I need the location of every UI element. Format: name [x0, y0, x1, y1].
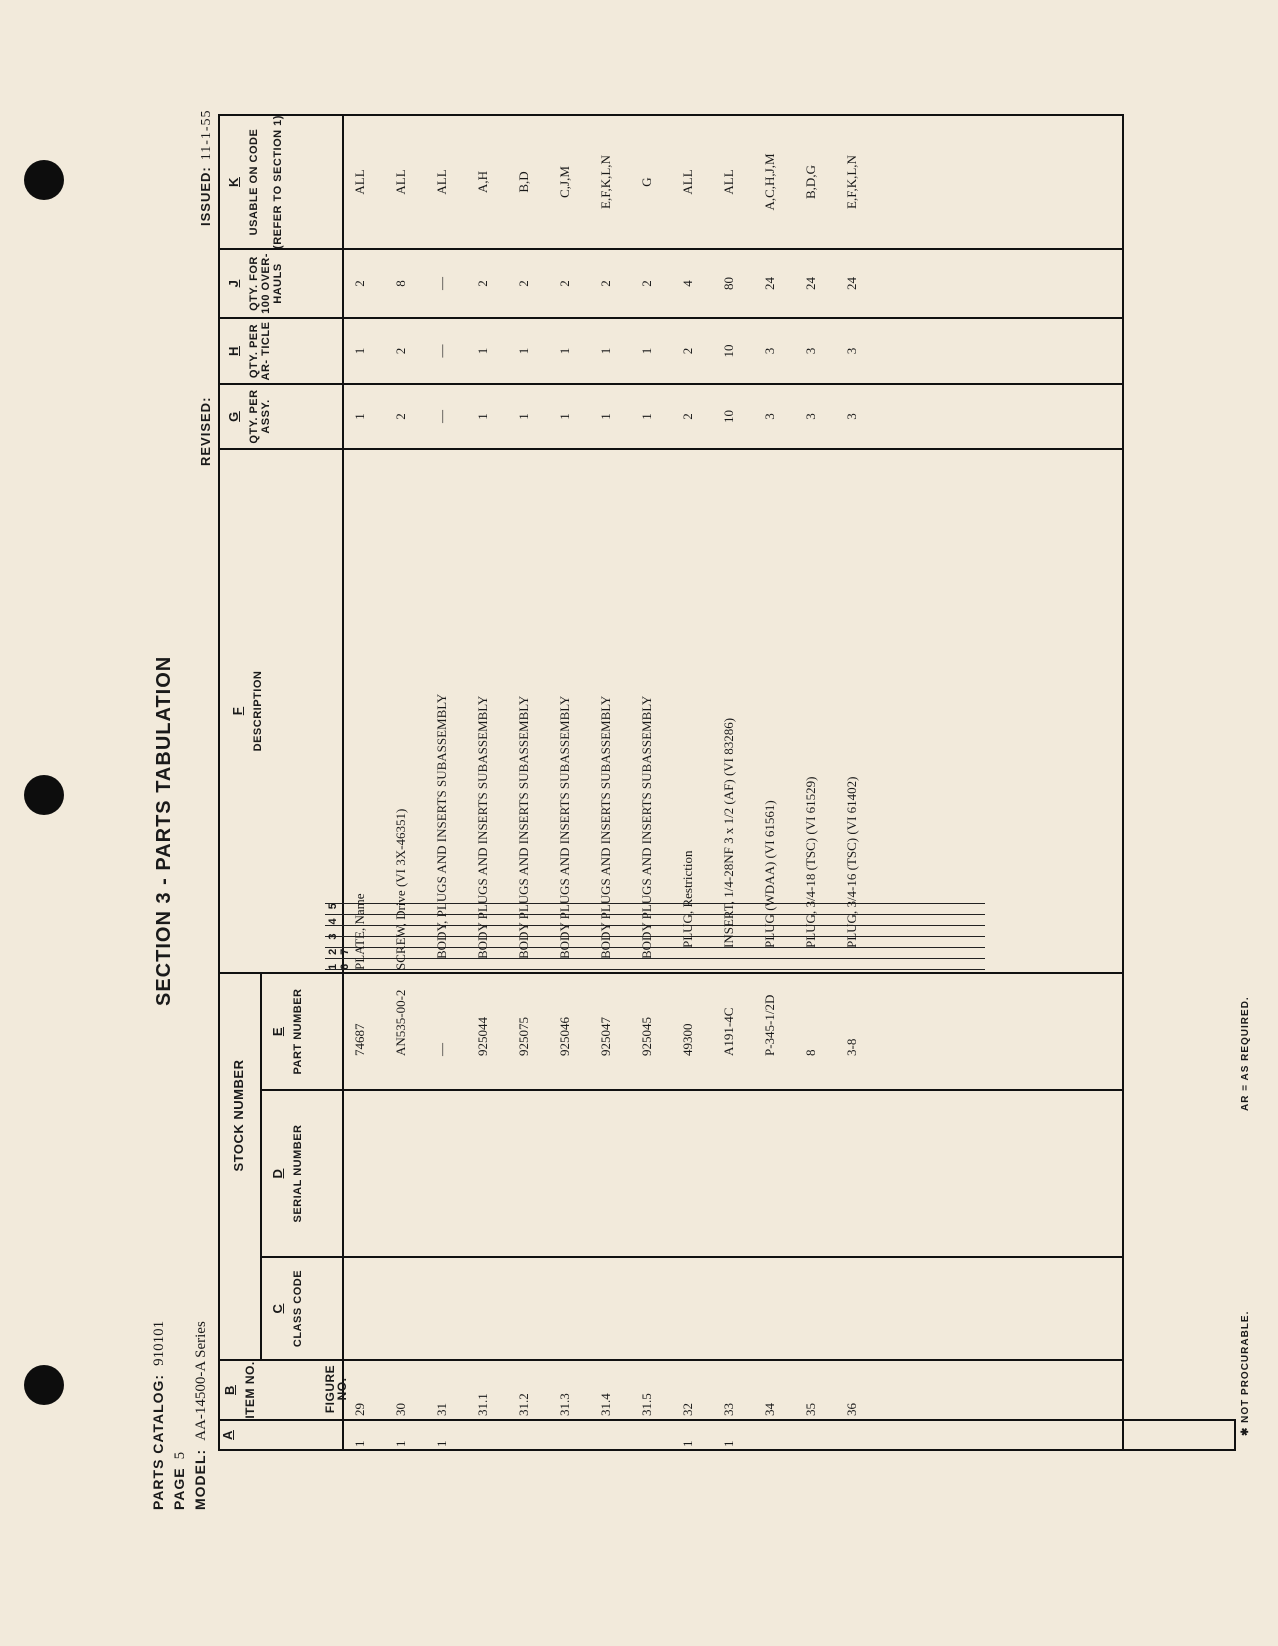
figure-no-cell: 1 [721, 1440, 736, 1447]
col-a-label: FIGURE NO. [323, 1364, 349, 1414]
part-number-cell: 925046 [557, 1017, 572, 1056]
description-cell: PLUG (WDAA) (VI 61561) [762, 800, 777, 948]
qty-per-assy-cell: 3 [762, 413, 777, 420]
header-bottom-border [342, 114, 344, 1451]
indent-rule [325, 903, 985, 904]
item-no-cell: 36 [844, 1403, 859, 1416]
col-divider-d [260, 1089, 1124, 1091]
indent-rule [325, 958, 985, 959]
page-label: PAGE [171, 1467, 187, 1510]
indent-numbers: 1 2 3 4 5 6 7 [327, 900, 351, 970]
col-g-header: G QTY. PER ASSY. [226, 389, 272, 444]
col-divider-b [218, 1359, 1124, 1361]
qty-per-article-cell: 1 [516, 347, 531, 355]
qty-100-overhauls-cell: 24 [803, 277, 818, 290]
col-e-header: E PART NUMBER [270, 988, 304, 1075]
qty-per-article-cell: 1 [598, 347, 613, 355]
qty-100-overhauls-cell: 4 [680, 280, 695, 287]
indent-rule [325, 914, 985, 915]
description-cell: INSERT, 1/4-28NF 3 x 1/2 (AF) (VI 83286) [721, 717, 736, 948]
revised-field [198, 391, 215, 466]
qty-per-assy-cell: 1 [598, 413, 613, 420]
indent-rule [325, 947, 985, 948]
item-no-cell: 35 [803, 1403, 818, 1416]
catalog-label: PARTS CATALOG: [150, 1373, 166, 1510]
item-no-cell: 32 [680, 1403, 695, 1416]
description-cell: PLUG, Restriction [680, 850, 695, 948]
part-number-cell: 49300 [680, 1023, 695, 1056]
usable-on-code-cell: G [639, 177, 654, 187]
qty-100-overhauls-cell: 2 [557, 280, 572, 287]
qty-per-article-cell: — [434, 344, 449, 358]
item-no-cell: 34 [762, 1403, 777, 1416]
qty-100-overhauls-cell: 24 [844, 277, 859, 290]
description-cell: BODY PLUGS AND INSERTS SUBASSEMBLY [639, 695, 654, 959]
col-c-header: C CLASS CODE [270, 1269, 304, 1348]
usable-on-code-cell: ALL [352, 169, 367, 195]
page-value: 5 [172, 1451, 188, 1460]
item-no-cell: 31.3 [557, 1393, 572, 1416]
figure-no-cell: 1 [680, 1440, 695, 1447]
qty-100-overhauls-cell: 2 [598, 280, 613, 287]
item-no-cell: 31 [434, 1403, 449, 1416]
revised-label: REVISED: [198, 396, 213, 466]
as-required-note: AR = AS REQUIRED. [1240, 996, 1251, 1111]
item-no-cell: 31.5 [639, 1393, 654, 1416]
qty-per-article-cell: 3 [803, 347, 818, 355]
description-cell: BODY PLUGS AND INSERTS SUBASSEMBLY [475, 695, 490, 959]
col-h-header: H QTY. PER AR- TICLE [226, 321, 272, 381]
usable-on-code-cell: B,D,G [803, 165, 818, 199]
indent-rule [325, 936, 985, 937]
table-left-border [218, 1449, 1236, 1451]
col-divider-c [260, 1256, 1124, 1258]
issued-label: ISSUED: [198, 166, 213, 226]
usable-on-code-cell: A,C,H,J,M [762, 153, 777, 211]
item-no-cell: 31.1 [475, 1393, 490, 1416]
description-cell: BODY PLUGS AND INSERTS SUBASSEMBLY [598, 695, 613, 959]
model-line [192, 1321, 210, 1510]
qty-per-article-cell: 1 [557, 347, 572, 355]
description-cell: SCREW, Drive (VI 3X-46351) [393, 808, 408, 970]
figure-no-cell: 1 [352, 1440, 367, 1447]
qty-100-overhauls-cell: 24 [762, 277, 777, 290]
qty-100-overhauls-cell: 2 [516, 280, 531, 287]
table-bottom-border [1122, 114, 1124, 1451]
table-top-border [218, 114, 220, 1451]
part-number-cell: 925044 [475, 1017, 490, 1056]
col-f-header: F DESCRIPTION [230, 670, 264, 752]
col-a-letter: A [220, 1430, 235, 1440]
usable-on-code-cell: B,D [516, 171, 531, 193]
issued-value: 11-1-55 [199, 109, 214, 161]
description-cell: PLATE, Name [352, 893, 367, 970]
qty-per-assy-cell: 10 [721, 410, 736, 423]
qty-per-article-cell: 3 [844, 347, 859, 355]
col-divider-a [218, 1419, 1236, 1421]
qty-100-overhauls-cell: 80 [721, 277, 736, 290]
col-k-header: K USABLE ON CODE (REFER TO SECTION 1) [226, 115, 284, 249]
part-number-cell: 925047 [598, 1017, 613, 1056]
item-no-cell: 29 [352, 1403, 367, 1416]
model-label: MODEL: [192, 1448, 208, 1510]
qty-per-article-cell: 1 [475, 347, 490, 355]
figure-no-cell: 1 [434, 1440, 449, 1447]
stock-number-header: STOCK NUMBER [231, 1059, 246, 1172]
qty-per-assy-cell: 3 [803, 413, 818, 420]
part-number-cell: — [434, 1043, 449, 1056]
usable-on-code-cell: E,F,K,L,N [844, 155, 859, 209]
qty-100-overhauls-cell: 2 [639, 280, 654, 287]
part-number-cell: P-345-1/2D [762, 994, 777, 1056]
qty-per-assy-cell: 2 [393, 413, 408, 420]
qty-per-article-cell: 2 [680, 347, 695, 355]
catalog-line [150, 1321, 168, 1510]
qty-per-assy-cell: 3 [844, 413, 859, 420]
model-value: AA-14500-A Series [193, 1321, 209, 1441]
item-no-cell: 30 [393, 1403, 408, 1416]
usable-on-code-cell: ALL [393, 169, 408, 195]
part-number-cell: 3-8 [844, 1038, 859, 1056]
qty-per-assy-cell: — [434, 410, 449, 423]
catalog-value: 910101 [151, 1320, 167, 1366]
issued-field [198, 109, 215, 226]
item-no-cell: 31.2 [516, 1393, 531, 1416]
qty-100-overhauls-cell: — [434, 277, 449, 290]
description-cell: PLUG, 3/4-16 (TSC) (VI 61402) [844, 776, 859, 948]
col-d-header: D SERIAL NUMBER [270, 1124, 304, 1223]
qty-per-article-cell: 1 [639, 347, 654, 355]
qty-per-assy-cell: 1 [352, 413, 367, 420]
usable-on-code-cell: C,J,M [557, 166, 572, 198]
qty-per-article-cell: 10 [721, 344, 736, 358]
qty-per-article-cell: 1 [352, 347, 367, 355]
part-number-cell: 74687 [352, 1023, 367, 1056]
qty-per-assy-cell: 1 [557, 413, 572, 420]
usable-on-code-cell: E,F,K,L,N [598, 155, 613, 209]
item-no-cell: 31.4 [598, 1393, 613, 1416]
part-number-cell: AN535-00-2 [393, 989, 408, 1056]
part-number-cell: 8 [803, 1049, 818, 1056]
indent-rule [325, 925, 985, 926]
qty-per-article-cell: 2 [393, 347, 408, 355]
qty-100-overhauls-cell: 2 [475, 280, 490, 287]
page-title: SECTION 3 - PARTS TABULATION [153, 655, 175, 1006]
item-no-cell: 33 [721, 1403, 736, 1416]
qty-100-overhauls-cell: 8 [393, 280, 408, 287]
qty-per-assy-cell: 1 [516, 413, 531, 420]
description-cell: BODY PLUGS AND INSERTS SUBASSEMBLY [516, 695, 531, 959]
usable-on-code-cell: ALL [721, 169, 736, 195]
table-bottom-left [1234, 1421, 1236, 1451]
qty-per-assy-cell: 1 [475, 413, 490, 420]
usable-on-code-cell: ALL [434, 169, 449, 195]
page-line [171, 1452, 189, 1510]
description-cell: BODY PLUGS AND INSERTS SUBASSEMBLY [557, 695, 572, 959]
description-cell: PLUG, 3/4-18 (TSC) (VI 61529) [803, 776, 818, 948]
col-j-header: J QTY. FOR 100 OVER- HAULS [226, 253, 284, 314]
indent-rule [325, 969, 985, 970]
part-number-cell: 925075 [516, 1017, 531, 1056]
qty-per-article-cell: 3 [762, 347, 777, 355]
figure-no-cell: 1 [393, 1440, 408, 1447]
qty-per-assy-cell: 2 [680, 413, 695, 420]
qty-per-assy-cell: 1 [639, 413, 654, 420]
stock-number-divider [260, 973, 262, 1361]
qty-100-overhauls-cell: 2 [352, 280, 367, 287]
part-number-cell: A191-4C [721, 1007, 736, 1056]
usable-on-code-cell: ALL [680, 169, 695, 195]
not-procurable-note: ✱ NOT PROCURABLE. [1240, 1310, 1251, 1436]
part-number-cell: 925045 [639, 1017, 654, 1056]
col-b-header: B ITEM NO. [222, 1361, 257, 1419]
usable-on-code-cell: A,H [475, 170, 490, 194]
description-cell: BODY, PLUGS AND INSERTS SUBASSEMBLY [434, 693, 449, 959]
